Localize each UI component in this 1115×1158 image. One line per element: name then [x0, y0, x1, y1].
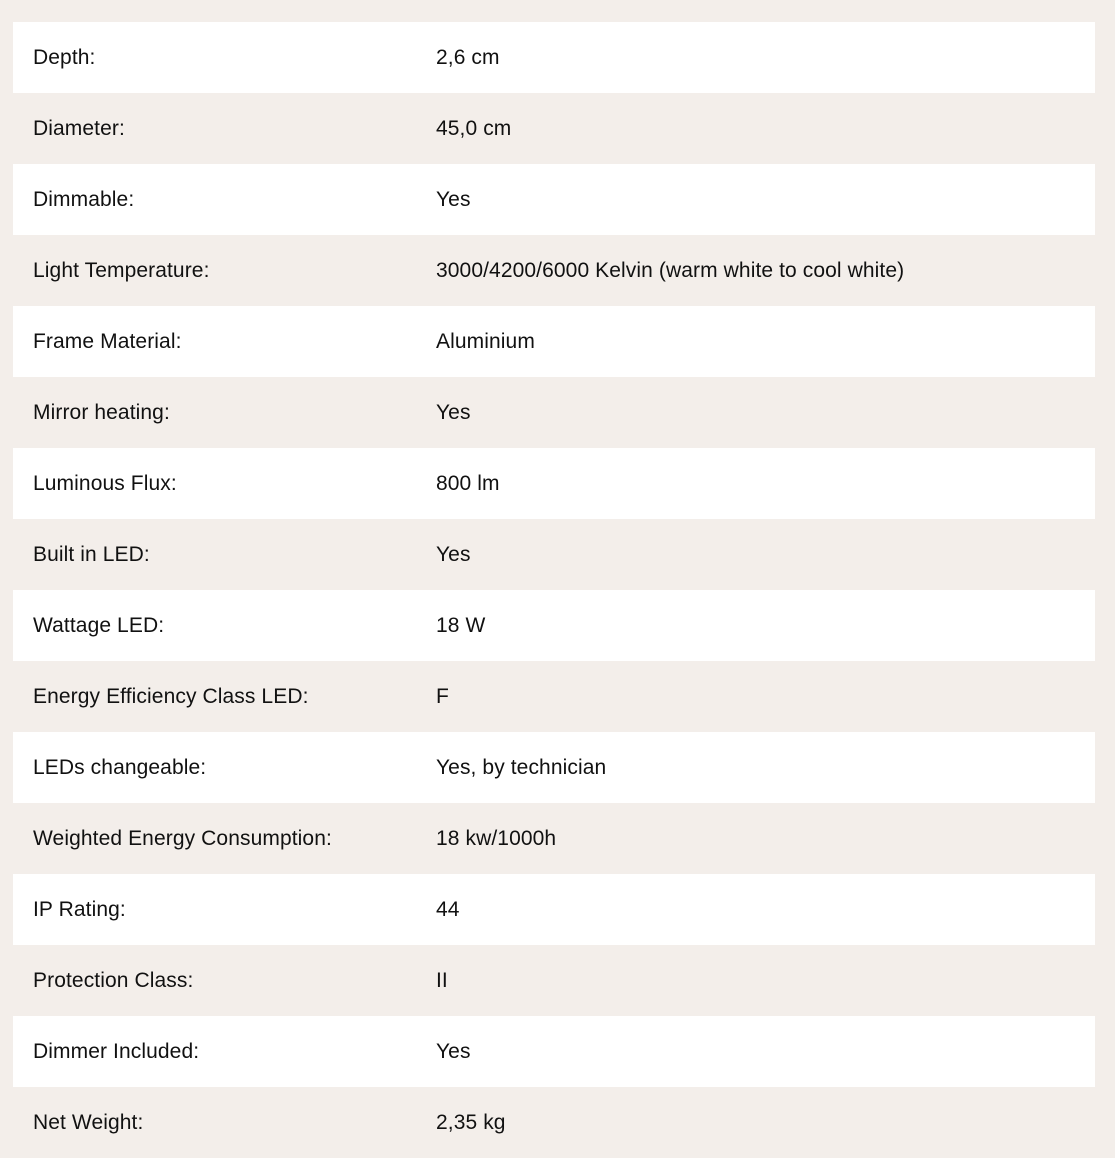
spec-row-light-temperature: [13, 235, 1095, 306]
spec-value: F: [436, 684, 449, 708]
spec-label: IP Rating:: [33, 897, 126, 921]
spec-label: Frame Material:: [33, 329, 182, 353]
spec-label: Energy Efficiency Class LED:: [33, 684, 309, 708]
spec-value: 800 lm: [436, 471, 500, 495]
spec-row-luminous-flux: [13, 448, 1095, 519]
spec-label: Weighted Energy Consumption:: [33, 826, 332, 850]
spec-value: 45,0 cm: [436, 116, 512, 140]
spec-value: 44: [436, 897, 460, 921]
spec-value: Yes: [436, 1039, 471, 1063]
spec-value: 18 W: [436, 613, 486, 637]
spec-label: Net Weight:: [33, 1110, 144, 1134]
spec-row-dimmable: [13, 164, 1095, 235]
spec-row-diameter: [13, 93, 1095, 164]
spec-label: Luminous Flux:: [33, 471, 177, 495]
spec-value: II: [436, 968, 448, 992]
spec-row-frame-material: [13, 306, 1095, 377]
spec-row-mirror-heating: [13, 377, 1095, 448]
spec-label: Depth:: [33, 45, 96, 69]
spec-value: Yes: [436, 400, 471, 424]
spec-value: Aluminium: [436, 329, 535, 353]
spec-label: Dimmable:: [33, 187, 135, 211]
spec-table: [13, 22, 1095, 1158]
spec-value: 18 kw/1000h: [436, 826, 557, 850]
spec-label: Protection Class:: [33, 968, 194, 992]
spec-row-dimmer-included: [13, 1016, 1095, 1087]
spec-row-energy-efficiency-class: [13, 661, 1095, 732]
spec-label: Light Temperature:: [33, 258, 210, 282]
spec-label: Dimmer Included:: [33, 1039, 200, 1063]
spec-row-weighted-energy-consumption: [13, 803, 1095, 874]
spec-label: Built in LED:: [33, 542, 150, 566]
spec-label: Wattage LED:: [33, 613, 165, 637]
spec-row-leds-changeable: [13, 732, 1095, 803]
spec-row-protection-class: [13, 945, 1095, 1016]
spec-label: LEDs changeable:: [33, 755, 207, 779]
spec-label: Mirror heating:: [33, 400, 170, 424]
spec-row-net-weight: [13, 1087, 1095, 1158]
spec-value: 2,6 cm: [436, 45, 500, 69]
spec-row-ip-rating: [13, 874, 1095, 945]
spec-value: Yes, by technician: [436, 755, 607, 779]
spec-value: 3000/4200/6000 Kelvin (warm white to cool white): [436, 258, 905, 282]
spec-row-wattage-led: [13, 590, 1095, 661]
spec-value: Yes: [436, 187, 471, 211]
spec-value: Yes: [436, 542, 471, 566]
spec-label: Diameter:: [33, 116, 125, 140]
spec-value: 2,35 kg: [436, 1110, 506, 1134]
spec-row-built-in-led: [13, 519, 1095, 590]
spec-row-depth: [13, 22, 1095, 93]
